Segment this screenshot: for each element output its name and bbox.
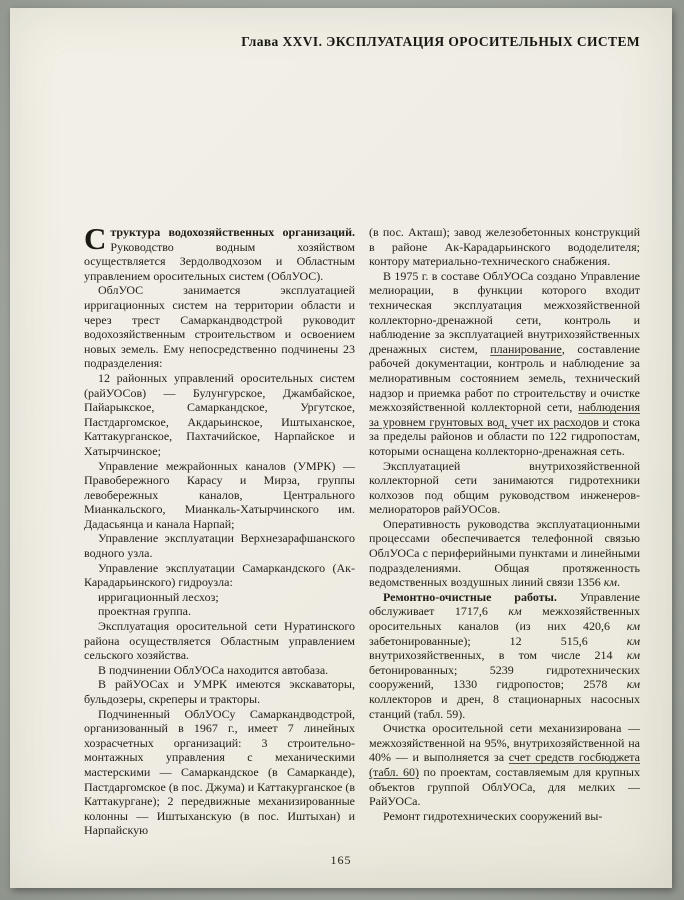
paragraph	[84, 531, 355, 560]
paragraph	[369, 721, 640, 809]
text-run: Ремонт гидротехнических сооружений вы-	[383, 808, 603, 823]
paragraph	[84, 561, 355, 590]
text-run: счет средств госбюджета (табл. 60)	[369, 750, 640, 779]
paragraph	[84, 225, 355, 283]
text-run: Управление эксплуатации Верхнезарафшанского водного узла.	[84, 531, 355, 561]
page-number: 165	[330, 853, 352, 867]
text-run: Очистка оросительной сети механизирована — межхозяйственной на 95%, внутрихозяйственной на 40% — и выполняется за	[369, 721, 640, 765]
text-run: Оперативность руководства эксплуатационными процессами обеспечивается телефонной связью ОблУОСа с периферийными пунктами и линейными подразделениями. Общая протяженность ведомственных воздушных линий связи 1356	[369, 516, 640, 590]
text-run: км	[508, 604, 522, 619]
paragraph	[84, 590, 355, 605]
text-run: В райУОСах и УМРК имеются экскаваторы, бульдозеры, скреперы и тракторы.	[84, 677, 355, 706]
paragraph	[369, 517, 640, 590]
paragraph	[84, 707, 355, 838]
text-run: км	[626, 677, 640, 692]
text-run: планирование	[490, 341, 562, 356]
text-run: км	[603, 575, 618, 590]
paragraph	[84, 663, 355, 678]
text-run: межхозяйственных оросительных каналов (из них 420,6	[369, 604, 640, 634]
paragraph	[369, 590, 640, 721]
paragraph	[84, 604, 355, 619]
paragraph	[84, 459, 355, 532]
text-run: Руководство водным хозяйством осуществляется Зердолводхозом и Областным управлением оросительных систем (ОблУОС).	[84, 239, 355, 283]
paragraph	[84, 619, 355, 663]
column-left	[84, 225, 355, 867]
paragraph	[84, 283, 355, 371]
text-run: проектная группа.	[98, 604, 192, 619]
paragraph	[369, 225, 640, 269]
text-run: внутрихозяйственных, в том числе 214	[369, 648, 627, 663]
chapter-heading: Глава XXVI. ЭКСПЛУАТАЦИЯ ОРОСИТЕЛЬНЫХ СИСТЕМ	[241, 34, 640, 49]
text-run: , составление рабочей документации, контроль и наблюдение за мелиоративным состоянием земель, технический надзор и приемка работ по строительству и очистке межхозяйственной коллекторной сети,	[369, 341, 640, 415]
text-run: (в пос. Акташ); завод железобетонных конструкций в районе Ак-Карадарьинского вододелителя; контору материально-технического снабжения.	[369, 225, 640, 269]
text-run: коллекторов и дрен, 8 стационарных насосных станций (табл. 59).	[369, 692, 640, 721]
paragraph	[369, 459, 640, 517]
paragraph	[369, 269, 640, 459]
text-run: В подчинении ОблУОСа находится автобаза.	[98, 662, 329, 677]
text-run: ОблУОС занимается эксплуатацией ирригационных систем на территории области и через трест Самаркандводстрой руководит водохозяйственным строительством и освоением новых земель. Ему непосредственно подчинены 23 подразделения:	[84, 283, 355, 371]
paragraph	[84, 677, 355, 706]
text-run: по проектам, составляемым для крупных объектов группой ОблУОСа, для мелких — РайУОСа.	[369, 764, 640, 809]
text-run: км	[626, 633, 640, 648]
text-run: стока за пределы районов и области по 122 гидропостам, которыми оснащена коллекторно-дренажная сеть.	[369, 414, 640, 458]
paragraph	[84, 371, 355, 459]
text-run: км	[626, 619, 640, 634]
text-run: Управление эксплуатации Самаркандского (Ак-Карадарьинского) гидроузла:	[84, 560, 355, 590]
text-columns	[84, 225, 640, 867]
text-run: В 1975 г. в составе ОблУОСа создано Управление мелиорации, в функции которого входит техническая эксплуатация межхозяйственной коллекторно-дренажной сети, контроль и наблюдение за эксплуатацией внутрихозяйственных дренажных систем,	[369, 268, 640, 356]
column-right	[369, 225, 640, 867]
text-run: Подчиненный ОблУОСу Самаркандводстрой, организованный в 1967 г., имеет 7 линейных хозрасчетных организаций: 3 строительно-монтажных управления с механическими мастерскими — Самаркандское (в Самарканде), Пастдаргомское (в пос. Джума) и Каттакурганское (в Каттакургане); 2 передвижные механизированные колонны — Иштыханскую (в пос. Иштыхан) и Нарпайскую	[84, 706, 355, 838]
text-run: Эксплуатацией внутрихозяйственной коллекторной сети занимаются гидротехники колхозов под общим руководством инженеров-мелиораторов райУОСов.	[369, 458, 640, 517]
drop-cap: С	[84, 225, 107, 256]
text-run: бетонированных; 5239 гидротехнических сооружений, 1330 гидропостов; 2578	[369, 662, 640, 692]
book-page	[10, 8, 672, 888]
text-run: ирригационный лесхоз;	[98, 589, 219, 604]
paragraph	[369, 809, 640, 824]
text-run: .	[617, 575, 621, 590]
text-run: 12 районных управлений оросительных систем (райУОСов) — Булунгурское, Джамбайское, Пайарыкское, Самаркандское, Ургутское, Пастдаргомское, Акдарьинское, Иштыханское, Каттакурганское, Пахтачийское, Нарпайское и Хатырчинское;	[84, 370, 355, 458]
text-run: наблюдения за уровнем грунтовых вод, учет их расходов и	[369, 400, 640, 429]
text-run: Управление обслуживает 1717,6	[369, 589, 640, 619]
text-run: Ремонтно-очистные работы.	[383, 589, 557, 604]
text-run: забетонированные); 12 515,6	[369, 633, 627, 648]
text-run: Эксплуатация оросительной сети Нуратинского района осуществляется Областным управлением сельского хозяйства.	[84, 619, 355, 663]
text-run: труктура водохозяйственных организаций.	[110, 225, 355, 239]
text-run: км	[626, 648, 640, 663]
text-run: Управление межрайонных каналов (УМРК) — Правобережного Карасу и Мирза, группы левобережных каналов, Центрального Мианкальского, Мианкаль-Хатырчинского им. Дадасьянца и канала Нарпай;	[84, 458, 355, 531]
